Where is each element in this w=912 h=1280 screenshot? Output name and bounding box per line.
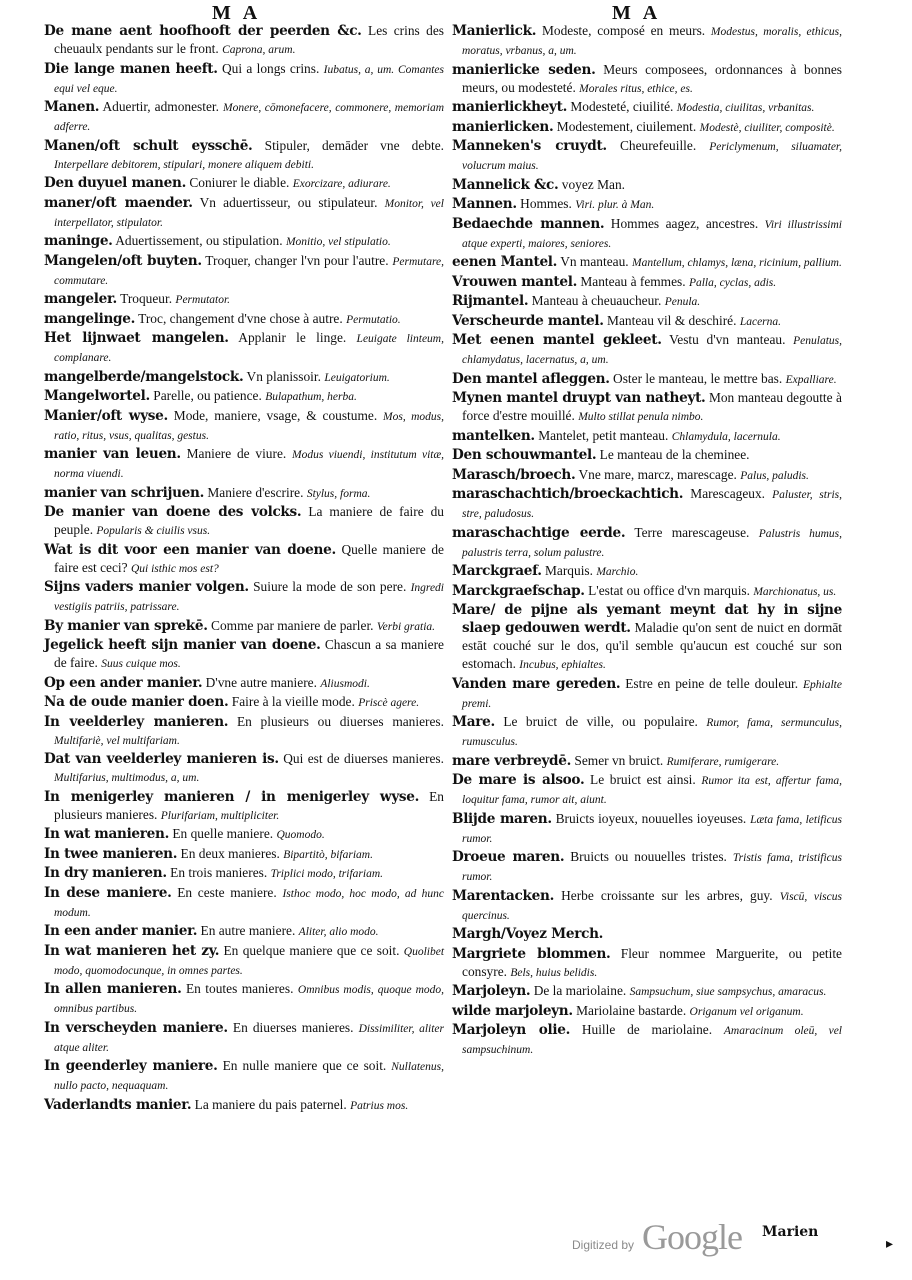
headword: manier van schrijuen. [44,484,205,501]
latin-gloss: Origanum vel origanum. [689,1005,804,1018]
latin-gloss: Sampsuchum, siue sampsychus, amaracus. [629,986,827,998]
headword: Vaderlandts manier. [44,1096,192,1113]
dictionary-entry [44,329,444,367]
latin-gloss: Ephialte premi. [462,678,842,710]
latin-gloss: Morales ritus, ethice, es. [579,82,693,95]
headword: mangelberde/mangelstock. [44,368,244,385]
headword: In geenderley maniere. [44,1058,218,1074]
french-gloss: Suiure la mode de son pere. [248,579,411,594]
headword: Den duyuel manen. [44,175,187,191]
header-right: M A [612,2,662,24]
latin-gloss: Interpellare debitorem, stipulari, monere aliquem debiti. [54,158,314,171]
latin-gloss: Rumiferare, rumigerare. [666,755,780,768]
french-gloss: Manteau à cheuaucheur. [528,293,665,308]
latin-gloss: Palla, cyclas, adis. [688,276,777,289]
latin-gloss: Plurifariam, multipliciter. [160,809,280,822]
french-gloss: Bruicts ioyeux, nouuelles ioyeuses. [551,810,751,826]
latin-gloss: Ingredi vestigiis patriis, patrissare. [54,582,445,613]
french-gloss: Marquis. [541,563,597,578]
dictionary-entry [452,176,842,195]
dictionary-entry [452,427,842,446]
french-gloss: Maniere d'escrire. [204,484,307,500]
latin-gloss: Amaracinum oleū, vel sampsuchinum. [462,1025,842,1056]
headword: manierlickheyt. [452,99,568,115]
latin-gloss: Monitor, vel interpellator, stipulator. [54,197,444,229]
dictionary-entry [44,825,444,844]
latin-gloss: Bulapathum, herba. [265,391,357,403]
french-gloss: Vn aduertisseur, ou stipulateur. [192,194,385,210]
dictionary-entry [44,484,444,503]
dictionary-entry [44,713,444,750]
dictionary-entry [44,22,444,59]
dictionary-entry [452,61,842,98]
headword: In dese maniere. [44,884,172,901]
french-gloss: Aduertissement, ou stipulation. [112,233,286,248]
headword: Manen/oft schult eysschē. [44,137,253,154]
dictionary-entry [44,310,444,329]
latin-gloss: Permutare, commutare. [54,255,444,287]
digitized-by-text: Digitized by [572,1238,635,1252]
dictionary-entry [452,215,842,253]
latin-gloss: Exorcizare, adiurare. [292,178,391,190]
headword: In menigerley manieren / in menigerley wyse. [44,788,420,805]
latin-gloss: Læta fama, letificus rumor. [462,813,843,845]
latin-gloss: Permutatio. [346,313,401,326]
french-gloss: Modeste, composé en meurs. [536,23,711,38]
french-gloss: Mode, maniere, vsage, & coustume. [167,407,384,423]
dictionary-entry [452,22,842,60]
french-gloss: De la mariolaine. [530,983,630,998]
dictionary-entry [452,848,842,886]
dictionary-entry [44,407,444,445]
latin-gloss: Patrius mos. [350,1099,409,1112]
dictionary-entry [452,562,842,581]
headword: maraschachtige eerde. [452,524,626,541]
dictionary-entry [452,370,842,389]
dictionary-entry [44,290,444,309]
headword: In verscheyden maniere. [44,1019,228,1036]
headword: wilde marjoleyn. [452,1002,573,1019]
latin-gloss: Paluster, stris, stre, paludosus. [462,489,842,520]
headword: In veelderley manieren. [44,713,229,730]
latin-gloss: Triplici modo, trifariam. [270,868,384,880]
french-gloss: Semer vn bruict. [571,752,667,768]
latin-gloss: Incubus, ephialtes. [519,659,606,671]
french-gloss: La maniere du pais paternel. [191,1096,351,1112]
headword: Mannelick &c. [452,176,559,193]
headword: Margh/Voyez Merch. [452,926,604,942]
headword: maraschachtich/broeckachtich. [452,486,684,502]
french-gloss: En plusieurs manieres. [54,788,444,822]
french-gloss: Manteau à femmes. [577,273,689,289]
french-gloss: Bruicts ou nouuelles tristes. [564,849,733,864]
headword: In wat manieren. [44,826,170,842]
headword: Vanden mare gereden. [452,675,621,692]
headword: In allen manieren. [44,981,182,997]
french-gloss: En trois manieres. [166,865,271,880]
headword: manierlicken. [452,118,554,135]
dictionary-entry [452,389,842,426]
headword: Marjoleyn. [452,983,531,999]
dictionary-entry [452,1002,842,1021]
french-gloss: En diuerses manieres. [227,1019,359,1035]
google-logo: Google [642,1217,742,1257]
french-gloss: Oster le manteau, le mettre bas. [609,370,786,386]
french-gloss: Marescageux. [683,486,773,501]
latin-gloss: Verbi gratia. [376,620,436,633]
latin-gloss: Viscū, viscus quercinus. [462,890,842,922]
dictionary-entry [44,674,444,693]
headword: In twee manieren. [44,845,178,862]
latin-gloss: Lacerna. [739,315,782,328]
french-gloss: Troqueur. [117,291,176,306]
dictionary-entry [44,693,444,712]
latin-gloss: Marchio. [596,566,639,578]
french-gloss: Mon manteau degoutte à force d'estre mouillé. [462,390,842,423]
french-gloss: En quelque maniere que ce soit. [219,942,404,958]
dictionary-entry [452,466,842,485]
running-header [0,2,912,24]
latin-gloss: Suus cuique mos. [101,658,181,670]
dictionary-entry [452,524,842,562]
headword: maner/oft maender. [44,194,193,211]
dictionary-entry [44,541,444,578]
latin-gloss: Modestus, moralis, ethicus, moratus, vrbanus, a, um. [462,26,842,57]
dictionary-entry [452,273,842,292]
latin-gloss: Leuigate linteum, complanare. [54,333,444,364]
headword: mangeler. [44,291,117,307]
dictionary-entry [44,252,444,290]
headword: Mynen mantel druypt van natheyt. [452,390,706,406]
latin-gloss: Qui isthic mos est? [130,562,219,575]
latin-gloss: Chlamydula, lacernula. [671,430,781,443]
french-gloss: Vestu d'vn manteau. [661,332,794,347]
headword: Mare. [452,714,495,730]
dictionary-entry [452,292,842,311]
dictionary-entry [452,887,842,925]
dictionary-entry [452,982,842,1001]
dictionary-entry [44,578,444,616]
french-gloss: Modesteté, ciuilité. [567,99,677,114]
french-gloss: Hommes. [516,196,576,211]
french-gloss: Manteau vil & deschiré. [603,312,740,328]
latin-gloss: Periclymenum, siluamater, volucrum maius. [462,141,842,172]
dictionary-entry [44,942,444,980]
headword: In wat manieren het zy. [44,942,220,959]
dictionary-entry [44,922,444,941]
french-gloss: La maniere de faire du peuple. [54,504,444,537]
headword: Wat is dit voor een manier van doene. [44,541,336,558]
dictionary-entry [44,137,444,174]
dictionary-entry [44,98,444,136]
headword: mangelinge. [44,310,136,327]
french-gloss: Maniere de viure. [180,446,293,461]
latin-gloss: Expalliare. [785,373,837,386]
headword: Marasch/broech. [452,466,576,483]
latin-gloss: Nullatenus, nullo pacto, nequaquam. [54,1061,444,1092]
french-gloss: En toutes manieres. [181,981,298,996]
french-gloss: Qui a longs crins. [217,60,324,76]
latin-gloss: Quomodo. [276,829,325,841]
headword: Vrouwen mantel. [452,273,578,290]
headword: Margriete blommen. [452,945,611,962]
dictionary-entry [44,60,444,98]
latin-gloss: Dissimiliter, aliter atque aliter. [54,1022,444,1054]
latin-gloss: Omnibus modis, quoque modo, omnibus partibus. [54,984,445,1015]
dictionary-entry [452,98,842,117]
latin-gloss: Rumor ita est, affertur fama, loquitur fama, rumor ait, aiunt. [462,775,843,806]
french-gloss: En deux manieres. [177,845,284,861]
headword: Marckgraefschap. [452,582,585,599]
french-gloss: Les crins des cheuaulx pendants sur le front. [54,23,444,56]
french-gloss: Modestement, ciuilement. [553,118,700,134]
dictionary-entry [452,601,842,674]
french-gloss: Parelle, ou patience. [149,388,266,403]
latin-gloss: Bels, huius belidis. [510,966,598,979]
headword: Het lijnwaet mangelen. [44,330,229,346]
latin-gloss: Multo stillat penula nimbo. [578,411,704,423]
latin-gloss: Modus viuendi, institutum vitæ, norma viuendi. [54,449,445,480]
latin-gloss: Rumor, fama, sermunculus, rumusculus. [462,717,842,748]
french-gloss: Huille de mariolaine. [570,1022,724,1037]
dictionary-entry [44,1057,444,1095]
headword: Marentacken. [452,887,554,904]
headword: In een ander manier. [44,923,198,939]
latin-gloss: Marchionatus, us. [753,585,837,598]
dictionary-entry [452,1021,842,1059]
headword: maninge. [44,233,113,249]
latin-gloss: Caprona, arum. [222,44,296,56]
french-gloss: En ceste maniere. [171,884,283,900]
headword: By manier van sprekē. [44,617,208,634]
dictionary-entry [44,194,444,232]
headword: Rijmantel. [452,293,529,309]
dictionary-entry [452,925,842,944]
right-column [452,22,842,1060]
headword: Marckgraef. [452,563,542,579]
dictionary-entry [452,446,842,465]
latin-gloss: Penula. [664,296,701,308]
french-gloss: Herbe croissante sur les arbres, guy. [554,887,780,903]
french-gloss: Mariolaine bastarde. [572,1002,690,1018]
dictionary-entry [452,137,842,175]
french-gloss: Maladie qu'on sent de nuict en dormāt estāt couché sur le dos, qu'il semble qu'aucun est couché sur son estomach. [462,620,842,671]
headword: Mare/ de pijne als yemant meynt dat hy in sijne slaep gedouwen werdt. [452,602,842,636]
headword: Die lange manen heeft. [44,60,218,77]
headword: mantelken. [452,427,535,444]
headword: Mangelwortel. [44,388,150,404]
dictionary-entry [44,387,444,406]
latin-gloss: Multifariè, vel multifariam. [54,734,180,747]
header-left: M A [212,2,262,24]
latin-gloss: Priscè agere. [358,697,420,709]
french-gloss: Troc, changement d'vne chose à autre. [135,310,347,326]
headword: De mane aent hoofhooft der peerden &c. [44,23,362,39]
latin-gloss: Permutator. [175,294,231,306]
dictionary-entry [44,617,444,636]
latin-gloss: Iubatus, a, um. Comantes equi vel eque. [54,63,445,95]
latin-gloss: Modestia, ciuilitas, vrbanitas. [676,102,815,114]
latin-gloss: Monitio, vel stipulatio. [285,236,391,248]
latin-gloss: Modestè, ciuiliter, compositè. [699,121,835,134]
french-gloss: voyez Man. [558,176,625,192]
french-gloss: Hommes aagez, ancestres. [604,215,765,231]
headword: Den mantel afleggen. [452,370,610,387]
french-gloss: Vn manteau. [557,254,632,269]
dictionary-entry [44,980,444,1018]
dictionary-entry [44,1096,444,1115]
headword: Manen. [44,99,100,115]
french-gloss: Coniurer le diable. [186,175,293,190]
latin-gloss: Palustris humus, palustris terra, solum palustre. [462,527,842,559]
headword: manier van leuen. [44,446,181,462]
french-gloss: Quelle maniere de faire est ceci? [54,541,444,575]
headword: Met eenen mantel gekleet. [452,332,662,348]
french-gloss: Chascun a sa maniere de faire. [54,637,445,670]
french-gloss: Mantelet, petit manteau. [534,427,672,443]
dictionary-entry [44,845,444,864]
headword: Marjoleyn olie. [452,1022,571,1038]
headword: Manier/oft wyse. [44,407,168,424]
headword: Droeue maren. [452,849,565,865]
dictionary-entry [452,195,842,214]
dictionary-entry [452,713,842,751]
latin-gloss: Quolibet modo, quomodocunque, in omnes partes. [54,945,445,977]
french-gloss: Stipuler, demāder vne debte. [252,137,444,153]
headword: Blijde maren. [452,810,552,827]
latin-gloss: Aliusmodi. [320,677,370,690]
dictionary-entry [452,582,842,601]
corner-mark: ▸ [886,1237,894,1252]
french-gloss: En autre maniere. [197,923,299,938]
headword: Jegelick heeft sijn manier van doene. [44,637,321,653]
french-gloss: Meurs composees, ordonnances à bonnes meurs, ou modesteté. [462,61,842,95]
latin-gloss: Stylus, forma. [306,487,371,500]
french-gloss: Estre en peine de telle douleur. [620,675,804,691]
dictionary-entry [452,312,842,331]
dictionary-entry [44,174,444,193]
french-gloss: Applanir le linge. [228,330,357,345]
french-gloss: L'estat ou office d'vn marquis. [584,582,754,598]
french-gloss: Vn planissoir. [243,368,325,384]
latin-gloss: Palus, paludis. [740,469,809,482]
left-column [44,22,444,1115]
dictionary-entry [44,445,444,483]
latin-gloss: Multifarius, multimodus, a, um. [54,772,200,784]
headword: Verscheurde mantel. [452,312,604,329]
dictionary-entry [452,331,842,369]
dictionary-entry [452,945,842,982]
headword: De mare is alsoo. [452,772,585,788]
french-gloss: Le bruict est ainsi. [584,772,702,787]
french-gloss: Aduertir, admonester. [99,99,223,114]
french-gloss: Qui est de diuerses manieres. [278,751,444,766]
latin-gloss: Popularis & ciuilis vsus. [96,525,211,537]
headword: Na de oude manier doen. [44,694,229,710]
latin-gloss: Viri. plur. à Man. [575,199,655,211]
french-gloss: En plusieurs ou diuerses manieres. [228,713,444,729]
dictionary-entry [44,232,444,251]
french-gloss: En quelle maniere. [169,826,277,841]
latin-gloss: Bipartitò, bifariam. [283,848,373,861]
dictionary-entry [44,636,444,673]
headword: Manneken's cruydt. [452,138,607,154]
latin-gloss: Monere, cōmonefacere, commonere, memoriam adferre. [54,102,444,133]
headword: Mangelen/oft buyten. [44,252,202,269]
dictionary-entry [452,253,842,272]
latin-gloss: Tristis fama, tristificus rumor. [462,852,842,883]
dictionary-entry [452,118,842,137]
headword: De manier van doene des volcks. [44,504,302,520]
headword: Sijns vaders manier volgen. [44,579,249,595]
dictionary-entry [452,485,842,523]
dictionary-entry [44,750,444,787]
french-gloss: Le manteau de la cheminee. [596,447,750,462]
dictionary-entry [452,752,842,771]
latin-gloss: Leuigatorium. [324,371,390,384]
dictionary-entry [452,810,842,848]
headword: Op een ander manier. [44,674,203,691]
french-gloss: Fleur nommee Marguerite, ou petite consyre. [462,945,842,979]
french-gloss: Vne mare, marcz, marescage. [575,466,741,482]
latin-gloss: Viri illustrissimi atque experti, maiores, seniores. [462,218,842,250]
headword: mare verbreydē. [452,752,572,769]
french-gloss: Terre marescageuse. [625,524,759,540]
latin-gloss: Mantellum, chlamys, læna, ricinium, pallium. [631,257,842,269]
french-gloss: Comme par maniere de parler. [207,617,377,633]
dictionary-entry [452,675,842,713]
headword: In dry manieren. [44,865,167,881]
headword: manierlicke seden. [452,61,596,78]
french-gloss: Cheurefeuille. [606,138,710,153]
french-gloss: D'vne autre maniere. [202,674,321,690]
headword: eenen Mantel. [452,254,558,270]
headword: Mannen. [452,196,517,212]
french-gloss: Le bruict de ville, ou populaire. [494,714,707,729]
dictionary-entry [44,368,444,387]
headword: Dat van veelderley manieren is. [44,751,279,767]
latin-gloss: Isthoc modo, hoc modo, ad hunc modum. [54,887,445,919]
dictionary-entry [44,1019,444,1057]
french-gloss: Faire à la vieille mode. [228,694,359,709]
latin-gloss: Aliter, alio modo. [298,926,379,938]
dictionary-entry [44,503,444,540]
dictionary-entry [44,788,444,825]
french-gloss: En nulle maniere que ce soit. [217,1058,392,1073]
french-gloss: Troquer, changer l'vn pour l'autre. [201,252,393,268]
latin-gloss: Mos, modus, ratio, ritus, vsus, qualitas, gestus. [54,410,444,442]
dictionary-entry [44,864,444,883]
latin-gloss: Penulatus, chlamydatus, lacernatus, a, um. [462,335,842,366]
catchword: Marien [762,1224,819,1240]
dictionary-entry [452,771,842,809]
headword: Bedaechde mannen. [452,215,605,232]
headword: Manierlick. [452,23,537,39]
dictionary-entry [44,884,444,922]
headword: Den schouwmantel. [452,447,597,463]
